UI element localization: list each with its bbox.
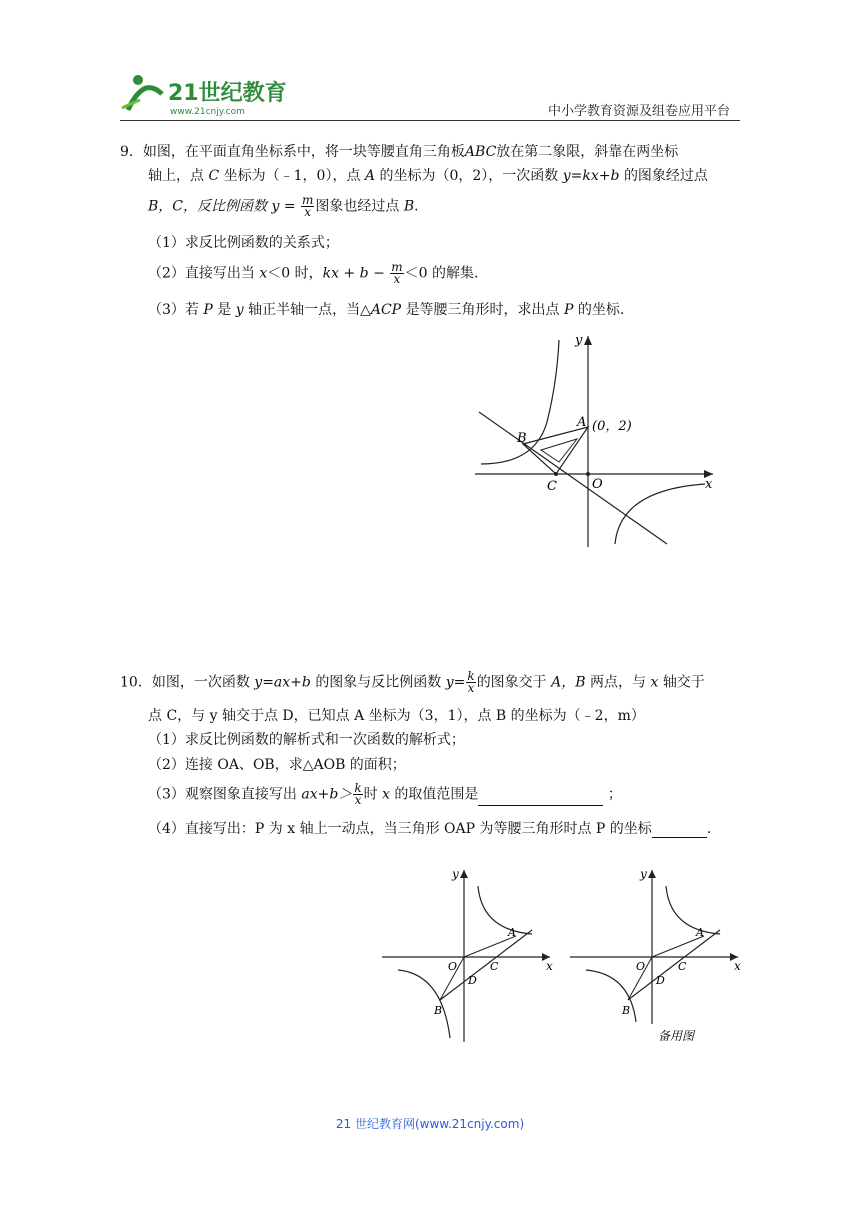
q9-fraction-m-x: $\frac{m}{x}$ bbox=[302, 193, 314, 219]
answer-blank-4[interactable] bbox=[652, 821, 707, 838]
label-b: B bbox=[517, 431, 527, 446]
point-c bbox=[554, 472, 558, 476]
q9-number: 9． bbox=[120, 144, 143, 160]
label-a: A bbox=[696, 926, 704, 939]
q9-line3: B，C，反比例函数 y = $\frac{m}{x}$ 图象也经过点 B. bbox=[148, 193, 419, 219]
q10-line2: 点 C，与 y 轴交于点 D，已知点 A 坐标为（3，1），点 B 的坐标为（﹣2，m） bbox=[148, 708, 645, 724]
x-axis-label: x bbox=[734, 959, 741, 973]
label-d: D bbox=[656, 974, 665, 987]
logo-text: 21世纪教育 bbox=[168, 81, 287, 106]
label-a: A bbox=[577, 415, 587, 430]
hyperbola-branch-3 bbox=[398, 970, 450, 1038]
answer-blank-3[interactable] bbox=[478, 789, 603, 806]
q9-figure bbox=[475, 332, 720, 552]
x-axis-label: x bbox=[705, 477, 713, 492]
q10-fraction-k-x: $\frac{k}{x}$ bbox=[467, 669, 475, 695]
q9-sub3: （3）若 P 是 y 轴正半轴一点，当△ACP 是等腰三角形时，求出点 P 的坐标. bbox=[148, 302, 625, 318]
hyperbola-branch-1 bbox=[666, 886, 720, 934]
y-axis-arrow-icon bbox=[648, 870, 656, 878]
x-axis-label: x bbox=[546, 959, 553, 973]
q10-sub3: （3）观察图象直接写出 ax+b＞ $\frac{k}{x}$ 时 x 的取值范围是 ； bbox=[148, 781, 622, 807]
label-o: O bbox=[636, 960, 646, 973]
q9-sub2: （2）直接写出当 x＜0 时，kx + b − $\frac{m}{x}$ ＜0 的解集. bbox=[148, 260, 479, 286]
q9-line2: 轴上，点 C 坐标为（﹣1，0），点 A 的坐标为（0，2），一次函数 y=kx+b 的图象经过点 bbox=[148, 168, 708, 184]
q10-sub2: （2）连接 OA、OB，求△AOB 的面积； bbox=[148, 757, 406, 773]
y-axis-arrow-icon bbox=[460, 870, 468, 878]
header-divider bbox=[120, 120, 740, 121]
segment-oa bbox=[652, 936, 704, 957]
label-c: C bbox=[547, 479, 557, 494]
q10-sub1: （1）求反比例函数的解析式和一次函数的解析式； bbox=[148, 732, 465, 748]
label-c: C bbox=[678, 960, 687, 973]
q10-spare-figure bbox=[570, 864, 746, 1044]
q10-figure bbox=[382, 864, 558, 1044]
site-logo bbox=[120, 70, 300, 118]
label-c: C bbox=[490, 960, 499, 973]
y-axis-label: y bbox=[640, 867, 647, 881]
logo-url: www.21cnjy.com bbox=[170, 107, 245, 117]
hyperbola-branch-4 bbox=[615, 484, 705, 544]
q9-fraction-m-x-2: $\frac{m}{x}$ bbox=[391, 260, 403, 286]
y-axis-label: y bbox=[452, 867, 459, 881]
label-o: O bbox=[592, 477, 603, 492]
label-o: O bbox=[448, 960, 458, 973]
label-b: B bbox=[434, 1004, 443, 1017]
segment-oa bbox=[464, 936, 516, 957]
hyperbola-branch-1 bbox=[478, 886, 532, 934]
q10-sub4: （4）直接写出：P 为 x 轴上一动点，当三角形 OAP 为等腰三角形时点 P 的坐标 . bbox=[148, 821, 712, 837]
label-point-a: (0，2) bbox=[592, 419, 632, 434]
q9-line1: 9．如图，在平面直角坐标系中，将一块等腰直角三角板ABC放在第二象限，斜靠在两坐标 bbox=[120, 144, 679, 160]
line-bc bbox=[479, 412, 667, 544]
triangle-abc bbox=[523, 427, 588, 474]
spare-figure-label: 备用图 bbox=[658, 1029, 695, 1043]
platform-label: 中小学教育资源及组卷应用平台 bbox=[547, 104, 730, 119]
q9-sub1: （1）求反比例函数的关系式； bbox=[148, 235, 339, 251]
footer-link[interactable]: 21 世纪教育网(www.21cnjy.com) bbox=[335, 1117, 525, 1131]
origin-point bbox=[586, 472, 590, 476]
q10-line1: 10．如图，一次函数 y=ax+b 的图象与反比例函数 y= $\frac{k}{x}$ 的图象交于 A，B 两点，与 x 轴交于 bbox=[120, 669, 705, 695]
q10-fraction-k-x-2: $\frac{k}{x}$ bbox=[354, 781, 362, 807]
label-a: A bbox=[508, 926, 516, 939]
y-axis-arrow-icon bbox=[584, 336, 592, 345]
label-d: D bbox=[468, 974, 477, 987]
y-axis-label: y bbox=[575, 333, 583, 348]
label-b: B bbox=[622, 1004, 631, 1017]
